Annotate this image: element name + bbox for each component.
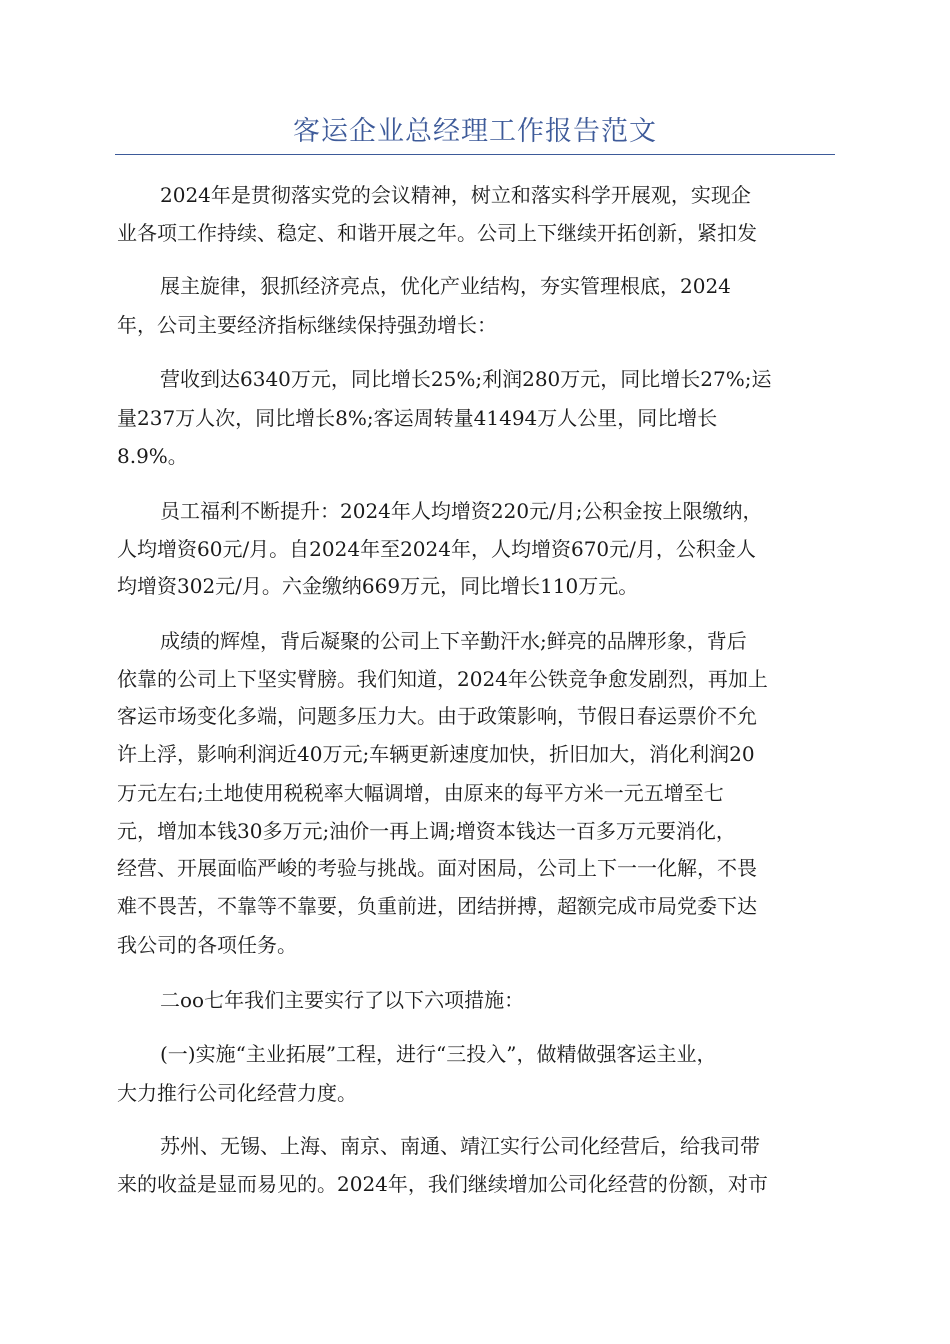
document-title: 客运企业总经理工作报告范文 xyxy=(293,116,657,147)
paragraph-line: 来的收益是显而易见的。2024年，我们继续增加公司化经营的份额，对市 xyxy=(117,1172,768,1196)
paragraph-line: 大力推行公司化经营力度。 xyxy=(117,1081,357,1105)
paragraph-line: 依靠的公司上下坚实臂膀。我们知道，2024年公铁竞争愈发剧烈，再加上 xyxy=(117,667,768,691)
paragraph-line: 人均增资60元/月。自2024年至2024年，人均增资670元/月，公积金人 xyxy=(117,537,756,561)
paragraph-line: 许上浮，影响利润近40万元;车辆更新速度加快，折旧加大，消化利润20 xyxy=(117,742,755,766)
paragraph-line: 客运市场变化多端，问题多压力大。由于政策影响，节假日春运票价不允 xyxy=(117,704,757,728)
paragraph-line: 营收到达6340万元，同比增长25%;利润280万元，同比增长27%;运 xyxy=(160,367,772,391)
paragraph-line: 8.9%。 xyxy=(117,444,188,468)
paragraph-line: 量237万人次，同比增长8%;客运周转量41494万人公里，同比增长 xyxy=(117,406,718,430)
paragraph-line: 万元左右;土地使用税税率大幅调增，由原来的每平方米一元五增至七 xyxy=(117,781,724,805)
paragraph-line: 苏州、无锡、上海、南京、南通、靖江实行公司化经营后，给我司带 xyxy=(160,1134,760,1158)
paragraph-line: 年，公司主要经济指标继续保持强劲增长： xyxy=(117,313,497,337)
paragraph-line: 业各项工作持续、稳定、和谐开展之年。公司上下继续开拓创新，紧扣发 xyxy=(117,221,757,245)
paragraph-line: 我公司的各项任务。 xyxy=(117,933,297,957)
title-underline xyxy=(115,154,835,155)
paragraph-line: 元，增加本钱30多万元;油价一再上调;增资本钱达一百多万元要消化， xyxy=(117,819,736,843)
paragraph-line: (一)实施“主业拓展”工程，进行“三投入”，做精做强客运主业， xyxy=(160,1042,717,1066)
paragraph-line: 二oo七年我们主要实行了以下六项措施： xyxy=(160,988,525,1012)
paragraph-line: 成绩的辉煌，背后凝聚的公司上下辛勤汗水;鲜亮的品牌形象，背后 xyxy=(160,629,747,653)
paragraph-line: 员工福利不断提升：2024年人均增资220元/月;公积金按上限缴纳， xyxy=(160,499,763,523)
paragraph-line: 难不畏苦，不靠等不靠要，负重前进，团结拼搏，超额完成市局党委下达 xyxy=(117,894,757,918)
paragraph-line: 均增资302元/月。六金缴纳669万元，同比增长110万元。 xyxy=(117,574,639,598)
paragraph-line: 2024年是贯彻落实党的会议精神，树立和落实科学开展观，实现企 xyxy=(160,183,751,207)
paragraph-line: 经营、开展面临严峻的考验与挑战。面对困局，公司上下一一化解，不畏 xyxy=(117,856,757,880)
paragraph-line: 展主旋律，狠抓经济亮点，优化产业结构，夯实管理根底，2024 xyxy=(160,274,731,298)
